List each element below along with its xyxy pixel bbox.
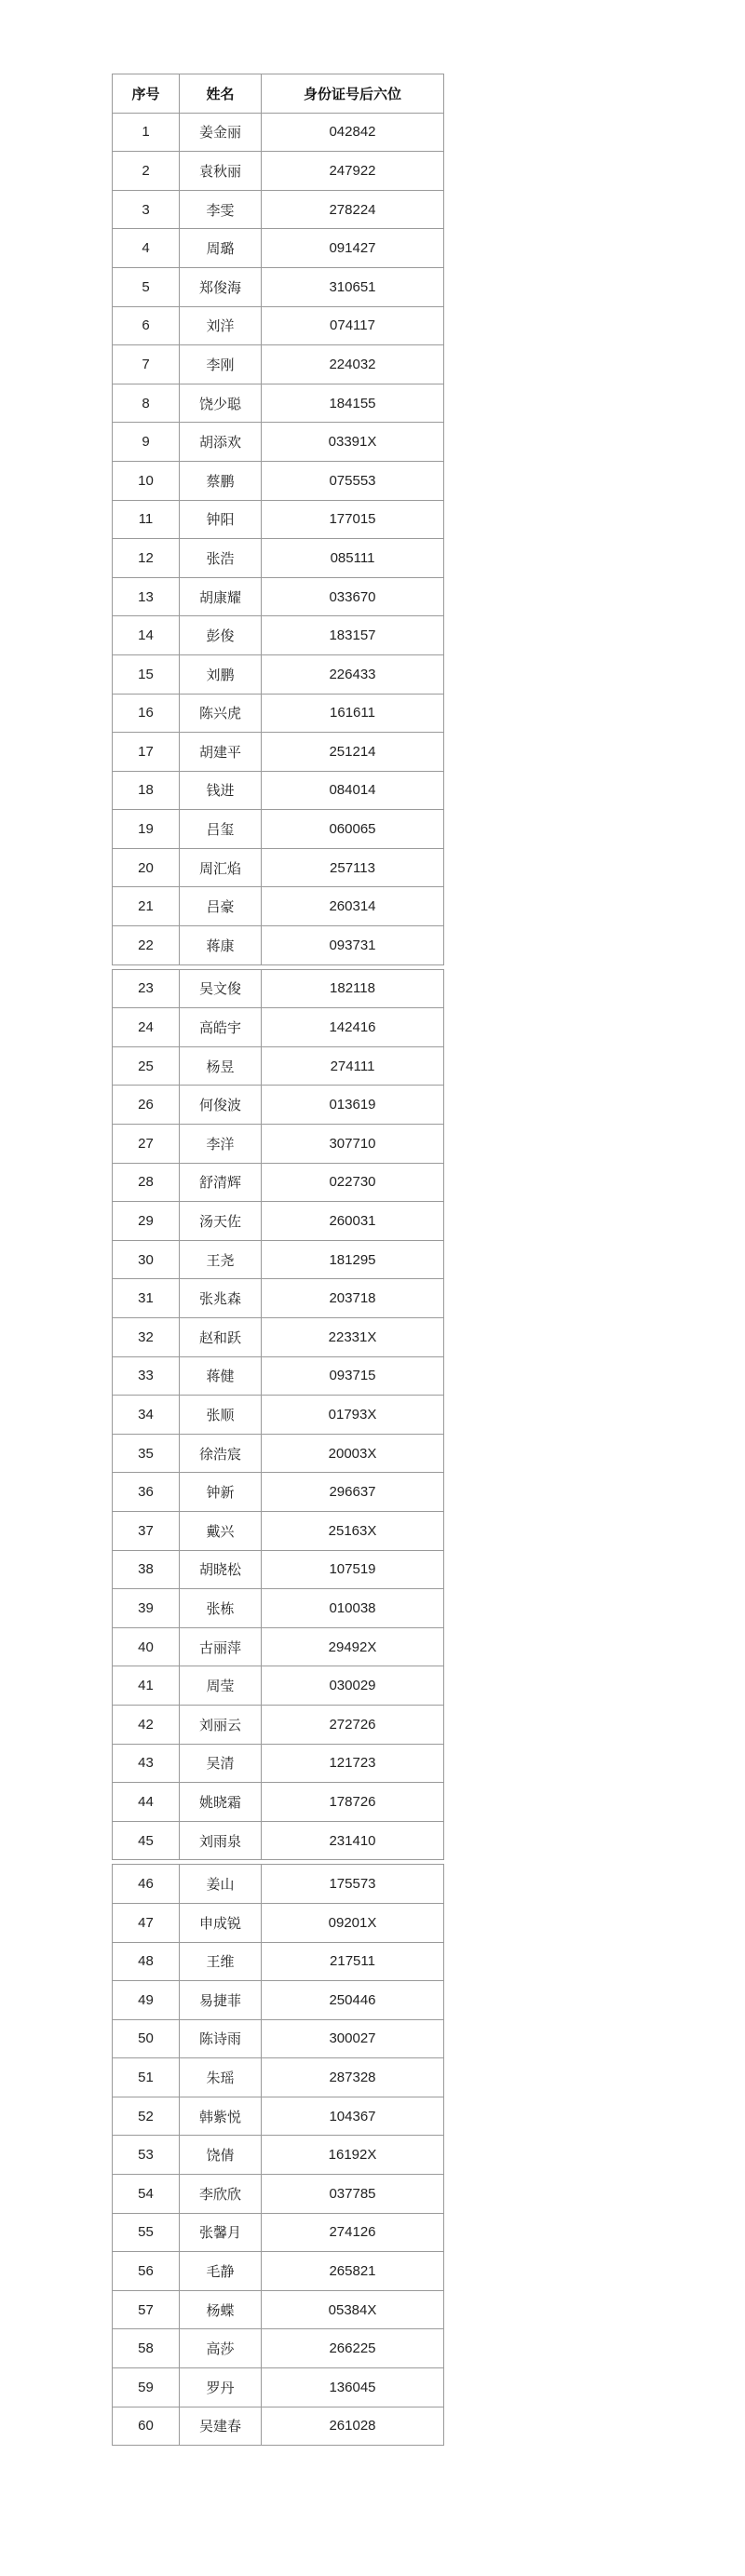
cell-id-last-six: 274126 (262, 2213, 444, 2252)
table-row (113, 1821, 444, 1860)
table-row (113, 1550, 444, 1589)
cell-serial-number: 4 (113, 229, 180, 268)
cell-serial-number: 57 (113, 2290, 180, 2329)
table-row (113, 2213, 444, 2252)
table-row (113, 2097, 444, 2136)
table-row (113, 1046, 444, 1086)
cell-name: 吴建春 (180, 2407, 262, 2446)
cell-id-last-six: 013619 (262, 1086, 444, 1125)
cell-serial-number: 18 (113, 771, 180, 810)
cell-name: 饶少聪 (180, 384, 262, 423)
table-row (113, 2368, 444, 2407)
cell-name: 胡建平 (180, 733, 262, 772)
cell-id-last-six: 161611 (262, 694, 444, 733)
cell-serial-number: 56 (113, 2252, 180, 2291)
cell-id-last-six: 178726 (262, 1783, 444, 1822)
table-row (113, 887, 444, 926)
cell-serial-number: 48 (113, 1942, 180, 1981)
cell-serial-number: 49 (113, 1981, 180, 2020)
cell-name: 古丽萍 (180, 1627, 262, 1666)
table-header-row (113, 74, 444, 114)
table-row (113, 694, 444, 733)
cell-id-last-six: 217511 (262, 1942, 444, 1981)
cell-name: 陈兴虎 (180, 694, 262, 733)
cell-id-last-six: 022730 (262, 1163, 444, 1202)
table-row (113, 539, 444, 578)
table-row (113, 2407, 444, 2446)
table-row (113, 577, 444, 616)
cell-serial-number: 58 (113, 2329, 180, 2368)
cell-name: 吴文俊 (180, 969, 262, 1008)
cell-name: 易捷菲 (180, 1981, 262, 2020)
cell-name: 王尧 (180, 1240, 262, 1279)
table-row (113, 500, 444, 539)
cell-name: 钟新 (180, 1473, 262, 1512)
cell-id-last-six: 260031 (262, 1202, 444, 1241)
cell-serial-number: 60 (113, 2407, 180, 2446)
cell-id-last-six: 03391X (262, 423, 444, 462)
cell-name: 杨昱 (180, 1046, 262, 1086)
cell-name: 李洋 (180, 1125, 262, 1164)
cell-serial-number: 34 (113, 1396, 180, 1435)
cell-id-last-six: 260314 (262, 887, 444, 926)
cell-id-last-six: 05384X (262, 2290, 444, 2329)
cell-serial-number: 59 (113, 2368, 180, 2407)
cell-id-last-six: 030029 (262, 1666, 444, 1706)
cell-id-last-six: 142416 (262, 1008, 444, 1047)
table-row (113, 1279, 444, 1318)
cell-serial-number: 54 (113, 2175, 180, 2214)
cell-name: 高莎 (180, 2329, 262, 2368)
cell-name: 蔡鹏 (180, 461, 262, 500)
table-row (113, 2290, 444, 2329)
roster-table (112, 74, 444, 2446)
cell-serial-number: 42 (113, 1705, 180, 1744)
cell-id-last-six: 042842 (262, 113, 444, 152)
cell-id-last-six: 177015 (262, 500, 444, 539)
cell-id-last-six: 121723 (262, 1744, 444, 1783)
cell-name: 朱瑶 (180, 2058, 262, 2097)
cell-serial-number: 37 (113, 1511, 180, 1550)
cell-name: 陈诗雨 (180, 2019, 262, 2058)
table-row (113, 1434, 444, 1473)
cell-name: 高皓宇 (180, 1008, 262, 1047)
cell-serial-number: 52 (113, 2097, 180, 2136)
table-row (113, 654, 444, 694)
cell-name: 钱进 (180, 771, 262, 810)
cell-id-last-six: 250446 (262, 1981, 444, 2020)
cell-name: 张栋 (180, 1589, 262, 1628)
cell-name: 韩紫悦 (180, 2097, 262, 2136)
cell-name: 李雯 (180, 190, 262, 229)
table-row (113, 384, 444, 423)
table-row (113, 2058, 444, 2097)
table-row (113, 969, 444, 1008)
cell-id-last-six: 257113 (262, 848, 444, 887)
cell-id-last-six: 074117 (262, 306, 444, 345)
cell-name: 周汇焰 (180, 848, 262, 887)
table-row (113, 1589, 444, 1628)
cell-name: 申成锐 (180, 1903, 262, 1942)
cell-id-last-six: 01793X (262, 1396, 444, 1435)
cell-name: 袁秋丽 (180, 152, 262, 191)
table-row (113, 1783, 444, 1822)
cell-id-last-six: 183157 (262, 616, 444, 655)
table-row (113, 733, 444, 772)
cell-serial-number: 13 (113, 577, 180, 616)
cell-serial-number: 7 (113, 345, 180, 384)
table-row (113, 267, 444, 306)
cell-name: 刘鹏 (180, 654, 262, 694)
table-row (113, 190, 444, 229)
table-row (113, 2329, 444, 2368)
cell-name: 吴清 (180, 1744, 262, 1783)
cell-name: 张馨月 (180, 2213, 262, 2252)
table-row (113, 423, 444, 462)
cell-serial-number: 16 (113, 694, 180, 733)
table-row (113, 2175, 444, 2214)
cell-serial-number: 15 (113, 654, 180, 694)
table-row (113, 152, 444, 191)
cell-id-last-six: 16192X (262, 2136, 444, 2175)
cell-serial-number: 20 (113, 848, 180, 887)
cell-name: 周莹 (180, 1666, 262, 1706)
table-row (113, 2136, 444, 2175)
cell-id-last-six: 231410 (262, 1821, 444, 1860)
cell-serial-number: 9 (113, 423, 180, 462)
cell-name: 周璐 (180, 229, 262, 268)
cell-name: 刘洋 (180, 306, 262, 345)
table-row (113, 113, 444, 152)
table-row (113, 848, 444, 887)
table-row (113, 771, 444, 810)
header-serial-number: 序号 (113, 74, 180, 114)
cell-id-last-six: 084014 (262, 771, 444, 810)
cell-serial-number: 6 (113, 306, 180, 345)
cell-id-last-six: 265821 (262, 2252, 444, 2291)
cell-id-last-six: 224032 (262, 345, 444, 384)
cell-serial-number: 35 (113, 1434, 180, 1473)
cell-name: 张兆森 (180, 1279, 262, 1318)
cell-serial-number: 30 (113, 1240, 180, 1279)
cell-serial-number: 46 (113, 1865, 180, 1904)
cell-name: 姜山 (180, 1865, 262, 1904)
table-row (113, 1865, 444, 1904)
cell-serial-number: 43 (113, 1744, 180, 1783)
cell-serial-number: 1 (113, 113, 180, 152)
cell-name: 戴兴 (180, 1511, 262, 1550)
cell-name: 赵和跃 (180, 1318, 262, 1357)
cell-serial-number: 51 (113, 2058, 180, 2097)
cell-name: 吕玺 (180, 810, 262, 849)
cell-name: 张浩 (180, 539, 262, 578)
table-row (113, 2019, 444, 2058)
cell-id-last-six: 060065 (262, 810, 444, 849)
table-row (113, 810, 444, 849)
table-row (113, 345, 444, 384)
cell-id-last-six: 310651 (262, 267, 444, 306)
table-row (113, 926, 444, 965)
table-row (113, 1125, 444, 1164)
cell-id-last-six: 175573 (262, 1865, 444, 1904)
cell-id-last-six: 261028 (262, 2407, 444, 2446)
cell-id-last-six: 296637 (262, 1473, 444, 1512)
cell-id-last-six: 307710 (262, 1125, 444, 1164)
cell-serial-number: 19 (113, 810, 180, 849)
cell-name: 何俊波 (180, 1086, 262, 1125)
cell-serial-number: 55 (113, 2213, 180, 2252)
cell-id-last-six: 093715 (262, 1356, 444, 1396)
cell-serial-number: 47 (113, 1903, 180, 1942)
cell-serial-number: 5 (113, 267, 180, 306)
cell-serial-number: 29 (113, 1202, 180, 1241)
cell-serial-number: 24 (113, 1008, 180, 1047)
table-row (113, 1163, 444, 1202)
cell-serial-number: 28 (113, 1163, 180, 1202)
cell-serial-number: 31 (113, 1279, 180, 1318)
table-row (113, 1473, 444, 1512)
cell-name: 汤天佐 (180, 1202, 262, 1241)
cell-serial-number: 3 (113, 190, 180, 229)
cell-id-last-six: 033670 (262, 577, 444, 616)
cell-name: 张顺 (180, 1396, 262, 1435)
cell-serial-number: 12 (113, 539, 180, 578)
table-row (113, 1008, 444, 1047)
cell-name: 彭俊 (180, 616, 262, 655)
table-row (113, 1318, 444, 1357)
cell-id-last-six: 272726 (262, 1705, 444, 1744)
cell-serial-number: 26 (113, 1086, 180, 1125)
cell-id-last-six: 136045 (262, 2368, 444, 2407)
cell-name: 吕豪 (180, 887, 262, 926)
cell-name: 胡添欢 (180, 423, 262, 462)
cell-id-last-six: 300027 (262, 2019, 444, 2058)
table-row (113, 229, 444, 268)
cell-serial-number: 23 (113, 969, 180, 1008)
cell-id-last-six: 266225 (262, 2329, 444, 2368)
cell-id-last-six: 203718 (262, 1279, 444, 1318)
cell-name: 钟阳 (180, 500, 262, 539)
cell-id-last-six: 278224 (262, 190, 444, 229)
table-row (113, 1942, 444, 1981)
cell-serial-number: 36 (113, 1473, 180, 1512)
cell-name: 蒋康 (180, 926, 262, 965)
cell-serial-number: 32 (113, 1318, 180, 1357)
table-row (113, 1903, 444, 1942)
table-row (113, 1666, 444, 1706)
cell-serial-number: 21 (113, 887, 180, 926)
table-row (113, 2252, 444, 2291)
cell-name: 刘雨泉 (180, 1821, 262, 1860)
cell-serial-number: 38 (113, 1550, 180, 1589)
cell-id-last-six: 091427 (262, 229, 444, 268)
cell-name: 胡晓松 (180, 1550, 262, 1589)
cell-id-last-six: 287328 (262, 2058, 444, 2097)
cell-serial-number: 53 (113, 2136, 180, 2175)
cell-serial-number: 8 (113, 384, 180, 423)
cell-id-last-six: 181295 (262, 1240, 444, 1279)
cell-id-last-six: 29492X (262, 1627, 444, 1666)
cell-serial-number: 45 (113, 1821, 180, 1860)
cell-name: 王维 (180, 1942, 262, 1981)
cell-serial-number: 25 (113, 1046, 180, 1086)
cell-serial-number: 44 (113, 1783, 180, 1822)
cell-name: 胡康耀 (180, 577, 262, 616)
table-row (113, 1511, 444, 1550)
cell-serial-number: 33 (113, 1356, 180, 1396)
cell-name: 徐浩宸 (180, 1434, 262, 1473)
cell-id-last-six: 22331X (262, 1318, 444, 1357)
table-row (113, 616, 444, 655)
cell-id-last-six: 226433 (262, 654, 444, 694)
table-row (113, 1744, 444, 1783)
cell-name: 毛静 (180, 2252, 262, 2291)
cell-id-last-six: 247922 (262, 152, 444, 191)
cell-serial-number: 11 (113, 500, 180, 539)
cell-name: 蒋健 (180, 1356, 262, 1396)
table-row (113, 1705, 444, 1744)
cell-id-last-six: 085111 (262, 539, 444, 578)
cell-serial-number: 27 (113, 1125, 180, 1164)
cell-serial-number: 39 (113, 1589, 180, 1628)
cell-id-last-six: 107519 (262, 1550, 444, 1589)
cell-serial-number: 2 (113, 152, 180, 191)
cell-serial-number: 41 (113, 1666, 180, 1706)
header-name: 姓名 (180, 74, 262, 114)
cell-serial-number: 22 (113, 926, 180, 965)
cell-id-last-six: 20003X (262, 1434, 444, 1473)
table-row (113, 1396, 444, 1435)
table-row (113, 306, 444, 345)
table-row (113, 1202, 444, 1241)
cell-name: 刘丽云 (180, 1705, 262, 1744)
table-row (113, 1086, 444, 1125)
table-row (113, 1981, 444, 2020)
cell-id-last-six: 093731 (262, 926, 444, 965)
table-body (113, 113, 444, 2446)
table-row (113, 1240, 444, 1279)
cell-serial-number: 40 (113, 1627, 180, 1666)
cell-name: 舒清辉 (180, 1163, 262, 1202)
cell-id-last-six: 104367 (262, 2097, 444, 2136)
cell-name: 饶倩 (180, 2136, 262, 2175)
cell-id-last-six: 25163X (262, 1511, 444, 1550)
cell-name: 郑俊海 (180, 267, 262, 306)
cell-id-last-six: 251214 (262, 733, 444, 772)
cell-id-last-six: 274111 (262, 1046, 444, 1086)
cell-id-last-six: 037785 (262, 2175, 444, 2214)
cell-name: 杨蝶 (180, 2290, 262, 2329)
cell-id-last-six: 075553 (262, 461, 444, 500)
cell-name: 罗丹 (180, 2368, 262, 2407)
cell-name: 李欣欣 (180, 2175, 262, 2214)
cell-id-last-six: 184155 (262, 384, 444, 423)
header-id-last-six: 身份证号后六位 (262, 74, 444, 114)
roster-sheet (112, 74, 443, 2446)
table-row (113, 1356, 444, 1396)
cell-serial-number: 14 (113, 616, 180, 655)
cell-id-last-six: 010038 (262, 1589, 444, 1628)
cell-name: 李刚 (180, 345, 262, 384)
cell-serial-number: 50 (113, 2019, 180, 2058)
cell-id-last-six: 09201X (262, 1903, 444, 1942)
cell-serial-number: 10 (113, 461, 180, 500)
table-row (113, 461, 444, 500)
cell-name: 姚晓霜 (180, 1783, 262, 1822)
cell-serial-number: 17 (113, 733, 180, 772)
cell-id-last-six: 182118 (262, 969, 444, 1008)
table-row (113, 1627, 444, 1666)
cell-name: 姜金丽 (180, 113, 262, 152)
